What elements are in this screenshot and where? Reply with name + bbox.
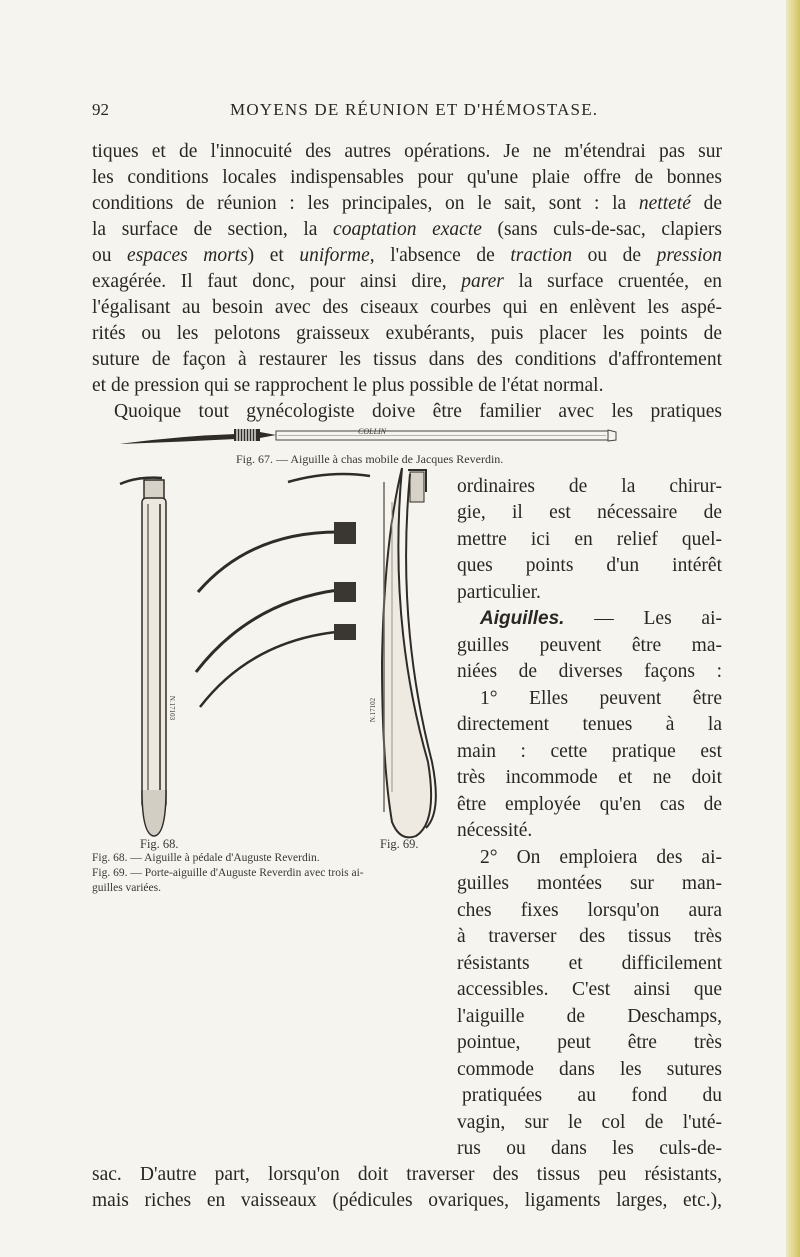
text-line: rus ou dans les culs-de- (457, 1138, 722, 1159)
text-line: particulier. (457, 582, 541, 603)
text-line: les conditions locales indispensables pour qu'une plaie offre de bonnes (92, 167, 722, 188)
figure-69-needle-holder-illustration (170, 462, 450, 842)
text-line: Quoique tout gynécologiste doive être familier avec les pratiques (114, 401, 722, 422)
section-term: Aiguilles. (480, 608, 565, 629)
text-line: 1° Elles peuvent être (480, 688, 722, 709)
text-line: directement tenues à la (457, 714, 722, 735)
figure-69-label: Fig. 69. (380, 837, 419, 851)
text-line: résistants et difficilement (457, 953, 722, 974)
text-line: accessibles. C'est ainsi que (457, 979, 722, 1000)
text-line: ou espaces morts) et uniforme, l'absence de traction ou de pression (92, 245, 722, 266)
text-line: vagin, sur le col de l'uté- (457, 1112, 722, 1133)
figure-69-caption-continued: guilles variées. (92, 882, 161, 894)
text-line: niées de diverses façons : (457, 661, 722, 682)
emphasis: traction (510, 245, 573, 266)
emphasis: netteté (638, 193, 691, 214)
text-line: tiques et de l'innocuité des autres opérations. Je ne m'étendrai pas sur (92, 141, 722, 162)
text-line: mettre ici en relief quel- (457, 529, 722, 550)
engraving-mark-67: COLLIN (358, 427, 387, 436)
figure-68-label: Fig. 68. (140, 837, 179, 851)
text-line: nécessité. (457, 820, 533, 841)
text-line: l'égalisant au besoin avec des ciseaux courbes qui en enlèvent les aspé- (92, 297, 722, 318)
engraving-mark-68: N.17103 (168, 695, 177, 721)
text-line: à traverser des tissus très (457, 926, 722, 947)
text-line: très incommode et ne doit (457, 767, 722, 788)
running-title: MOYENS DE RÉUNION ET D'HÉMOSTASE. (230, 100, 599, 119)
text-line: la surface de section, la coaptation exacte (sans culs-de-sac, clapiers (92, 219, 722, 240)
text-line: ches fixes lorsqu'on aura (457, 900, 722, 921)
engraving-mark-69: N.17102 (369, 697, 378, 723)
text-line: sac. D'autre part, lorsqu'on doit traverser des tissus peu résistants, (92, 1164, 722, 1185)
text-line: commode dans les sutures (457, 1059, 722, 1080)
text-line: guilles peuvent être ma- (457, 635, 722, 656)
text-line: gie, il est nécessaire de (457, 502, 722, 523)
text-line: mais riches en vaisseaux (pédicules ovariques, ligaments larges, etc.), (92, 1190, 722, 1211)
text-line: être employée qu'en cas de (457, 794, 722, 815)
running-header (0, 100, 800, 126)
page-number: 92 (92, 100, 109, 119)
emphasis: coaptation exacte (333, 219, 482, 240)
text-line: pointue, peut être très (457, 1032, 722, 1053)
text-line: suture de façon à restaurer les tissus dans des conditions d'affrontement (92, 349, 722, 370)
page-edge (786, 0, 800, 1257)
figure-67-caption: Fig. 67. — Aiguille à chas mobile de Jacques Reverdin. (236, 452, 504, 466)
text-line: pratiquées au fond du (462, 1085, 722, 1106)
text-line: main : cette pratique est (457, 741, 722, 762)
emphasis: parer (461, 271, 504, 292)
section-heading-line: Aiguilles. — Les ai- (480, 608, 722, 629)
text-line: rités ou les pelotons graisseux exubérants, puis placer les points de (92, 323, 722, 344)
text-line: l'aiguille de Deschamps, (457, 1006, 722, 1027)
text-line: conditions de réunion : les principales, on le sait, sont : la netteté de (92, 193, 723, 214)
text-line: ques points d'un intérêt (457, 555, 722, 576)
figure-68-caption: Fig. 68. — Aiguille à pédale d'Auguste Reverdin. (92, 852, 320, 864)
emphasis: uniforme (299, 245, 370, 266)
text-line: 2° On emploiera des ai- (480, 847, 722, 868)
text-line: ordinaires de la chirur- (457, 476, 722, 497)
text-line: exagérée. Il faut donc, pour ainsi dire, parer la surface cruentée, en (92, 271, 722, 292)
text-line: et de pression qui se rapprochent le plus possible de l'état normal. (92, 375, 604, 396)
text-line: guilles montées sur man- (457, 873, 722, 894)
figure-69-caption: Fig. 69. — Porte-aiguille d'Auguste Reverdin avec trois ai- (92, 867, 364, 879)
emphasis: espaces morts (127, 245, 248, 266)
emphasis: pression (656, 245, 722, 266)
figure-68-pedal-needle-illustration (118, 470, 178, 840)
